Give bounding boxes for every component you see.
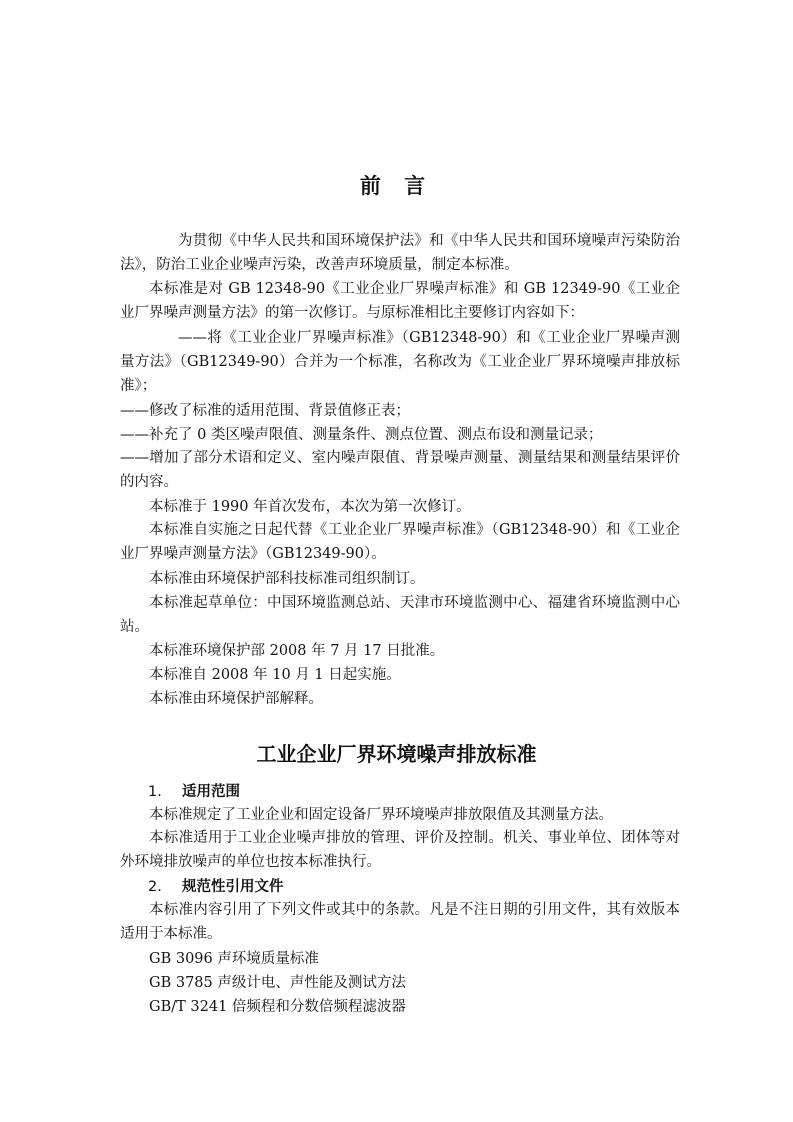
section-title: 适用范围	[182, 784, 240, 800]
foreword-paragraph: 本标准起草单位：中国环境监测总站、天津市环境监测中心、福建省环境监测中心站。	[120, 595, 680, 636]
foreword-paragraph: 本标准环境保护部 2008 年 7 月 17 日批准。	[149, 643, 445, 659]
section-number: 2.	[148, 879, 162, 895]
section-paragraph: 本标准适用于工业企业噪声排放的管理、评价及控制。机关、事业单位、团体等对外环境排放噪声的单位也按本标准执行。	[120, 830, 680, 871]
section-number: 1.	[148, 784, 162, 800]
foreword-paragraph: ——补充了 0 类区噪声限值、测量条件、测点位置、测点布设和测量记录；	[120, 427, 603, 443]
foreword-paragraph: 本标准自实施之日起代替《工业企业厂界噪声标准》（GB12348-90）和《工业企业厂界噪声测量方法》（GB12349-90）。	[120, 522, 680, 563]
reference-item: GB 3096 声环境质量标准	[149, 951, 319, 967]
section-paragraph: 本标准规定了工业企业和固定设备厂界环境噪声排放限值及其测量方法。	[149, 807, 613, 823]
foreword-paragraph: 本标准是对 GB 12348-90《工业企业厂界噪声标准》和 GB 12349-90《工业企业厂界噪声测量方法》的第一次修订。与原标准相比主要修订内容如下：	[120, 281, 680, 322]
foreword-paragraph: ——修改了标准的适用范围、背景值修正表；	[120, 403, 410, 419]
foreword-paragraph: 本标准由环境保护部解释。	[149, 691, 323, 707]
foreword-paragraph: 为贯彻《中华人民共和国环境保护法》和《中华人民共和国环境噪声污染防治法》，防治工业企业噪声污染，改善声环境质量，制定本标准。	[120, 233, 680, 274]
foreword-paragraph: 本标准自 2008 年 10 月 1 日起实施。	[149, 667, 401, 683]
section-heading	[148, 875, 284, 896]
foreword-paragraph: ——增加了部分术语和定义、室内噪声限值、背景噪声测量、测量结果和测量结果评价的内容。	[120, 450, 680, 491]
foreword-paragraph: 本标准于 1990 年首次发布，本次为第一次修订。	[149, 499, 471, 515]
section-paragraph: 本标准内容引用了下列文件或其中的条款。凡是不注日期的引用文件，其有效版本适用于本标准。	[120, 902, 680, 943]
section-heading	[148, 780, 240, 801]
standard-title: 工业企业厂界环境噪声排放标准	[256, 742, 537, 766]
reference-item: GB/T 3241 倍频程和分数倍频程滤波器	[149, 999, 406, 1015]
foreword-title: 前 言	[359, 173, 434, 198]
foreword-paragraph: ——将《工业企业厂界噪声标准》（GB12348-90）和《工业企业厂界噪声测量方法》（GB12349-90）合并为一个标准，名称改为《工业企业厂界环境噪声排放标准》；	[120, 330, 680, 395]
foreword-paragraph: 本标准由环境保护部科技标准司组织制订。	[149, 571, 425, 587]
section-title: 规范性引用文件	[182, 879, 284, 895]
reference-item: GB 3785 声级计电、声性能及测试方法	[149, 975, 406, 991]
